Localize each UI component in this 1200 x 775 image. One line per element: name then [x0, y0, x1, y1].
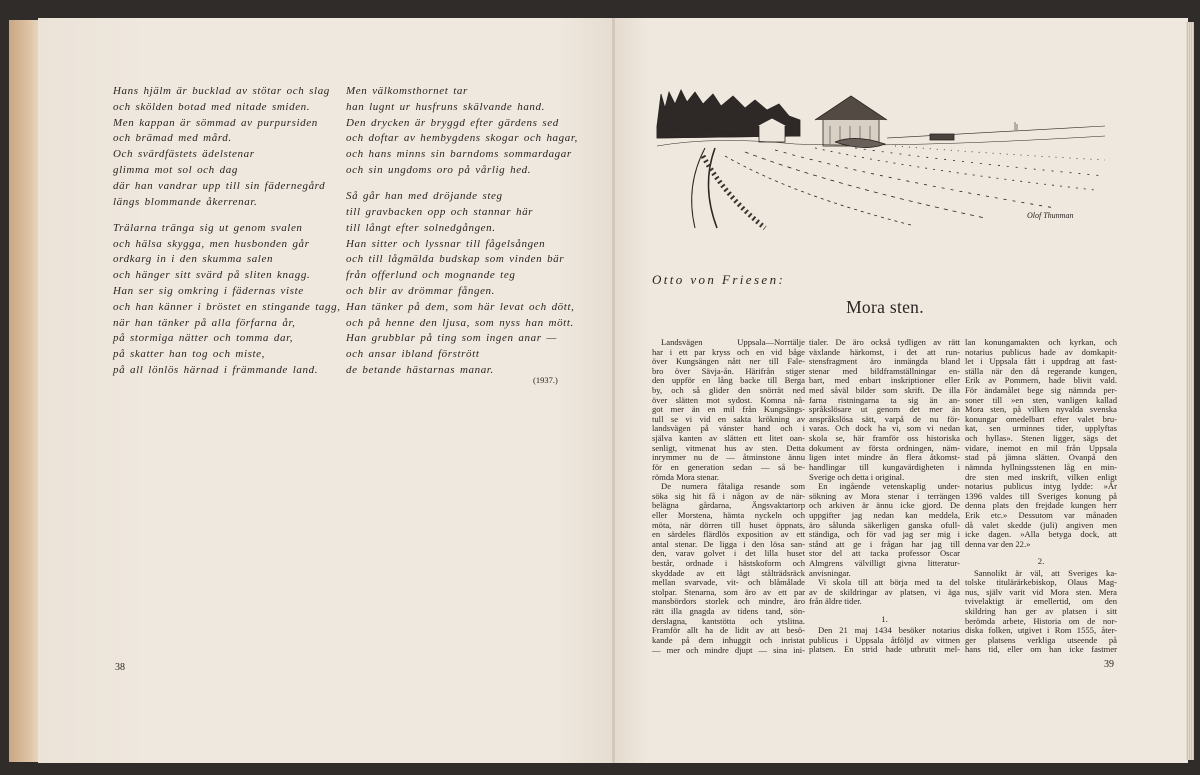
text-line: konungar omedelbart efter valet bru-	[965, 414, 1117, 424]
text-line: av de skildringar av platsen, vi äga	[809, 587, 960, 597]
text-line: 1396 valdes till Sveriges konung på	[965, 491, 1117, 501]
text-line: — mer och mindre djupt — sina ini-	[652, 645, 805, 655]
text-line: nämnda hyllningsstenen låg en min-	[965, 462, 1117, 472]
poem-line: och hans minns sin barndoms sommardagar	[346, 148, 572, 161]
page-number-left: 38	[115, 662, 125, 673]
text-line: växlande härkomst, i det att run-	[809, 347, 960, 357]
text-line: farna ristningarna ta sig än an-	[809, 395, 960, 405]
paragraph	[809, 482, 960, 578]
text-line: lan konungamakten och kyrkan, och	[965, 338, 1117, 347]
article-column-3	[965, 338, 1117, 655]
poem-line: på all lönlös härnad i främmande land.	[113, 364, 319, 377]
text-line: uppgifter jag nedan kan meddela,	[809, 510, 960, 520]
text-line: stolpar. Stenarna, som äro av ett par	[652, 587, 805, 597]
book-edge-left	[9, 20, 40, 762]
poem-line: och ansar ibland förstrött	[346, 348, 480, 361]
text-line: icke dagen. »Alla betyga dock, att	[965, 530, 1117, 540]
text-line: tolske titulärärkebiskop, Olaus Mag-	[965, 578, 1117, 588]
text-line: dokument av första ordningen, näm-	[809, 443, 960, 453]
poem-line: till gravbacken opp och stannar här	[346, 206, 534, 219]
paragraph	[965, 569, 1117, 655]
poem-line: längs blommande åkerrenar.	[113, 195, 258, 208]
text-line: De numera fåtaliga resande som	[661, 482, 805, 492]
text-line: med såväl bilder som skrift. De illa	[809, 386, 960, 396]
poem-stanza	[113, 221, 341, 379]
text-line: för en generation sedan — så be-	[652, 462, 805, 472]
text-line: berömda arbete, Historia om de nor-	[965, 616, 1117, 626]
article-title: Mora sten.	[846, 297, 924, 317]
text-line: bart, med enbart inskriptioner eller	[809, 376, 960, 386]
text-line: och hyllas». Stenen ligger, sägs det	[965, 434, 1117, 444]
paragraph	[809, 338, 960, 482]
text-line: en särdeles flärdlös exposition av ett	[652, 530, 805, 540]
text-line: En ingående vetenskaplig under-	[818, 482, 960, 492]
text-line: stad på jämna slätten. Ovanpå den	[965, 453, 1117, 463]
text-line: ständiga, och för vad jag ser mig i	[809, 530, 960, 540]
section-number: 1.	[881, 614, 888, 625]
text-line: publicus i Uppsala åtföljd av vittnen	[809, 635, 960, 645]
poem-line: Så går han med dröjande steg	[346, 190, 503, 203]
text-line: soner till »en sten, vanligen kallad	[965, 395, 1117, 405]
text-line: stensfragment äro inmängda bland	[809, 357, 960, 367]
text-line: antal stenar. De ligga i den lösa san-	[652, 539, 805, 549]
text-line: notarius publicus intyg lydde: »År	[965, 482, 1117, 492]
text-line: då valet skedde (juli) angiven men	[965, 520, 1117, 530]
text-line: Vi skola till att börja med ta del	[818, 578, 960, 588]
poem-column-1	[113, 84, 341, 389]
text-line: består, ordnade i hästskoform och	[652, 559, 805, 569]
text-line: Framför allt ha de lidit av att besö-	[652, 626, 805, 636]
text-line: tialer. De äro också tydligen av rätt	[809, 338, 960, 347]
text-line: äro sålunda säkerligen ganska ofull-	[809, 520, 960, 530]
book-edge-right	[1186, 22, 1194, 760]
paragraph	[965, 338, 1117, 549]
text-line: tull se vi vid en sakta krökning av	[652, 414, 805, 424]
text-line: möta, när dörren till huset öppnats,	[652, 520, 805, 530]
text-line: bro över Sävja-ån. Härifrån stiger	[652, 366, 805, 376]
poem-line: där han vandrar upp till sin fädernegård	[113, 179, 326, 192]
text-line: söka sig hit få i någon av de när-	[652, 491, 805, 501]
article-author: Otto von Friesen:	[652, 272, 786, 287]
book-spine	[612, 18, 615, 763]
poem-line: på skatter han tog och miste,	[113, 348, 265, 361]
text-line: skyddade av ett lågt stålträdsräck	[652, 568, 805, 578]
section-number: 2.	[1037, 556, 1045, 567]
poem-line: när han tänker på alla förfarna år,	[113, 316, 296, 329]
poem-line: och brämad med mård.	[113, 132, 232, 145]
poem-line: och sin ungdoms oro på vårlig hed.	[346, 163, 532, 176]
poem-line: Han grubblar på ting som ingen anar —	[346, 332, 557, 345]
landscape-illustration	[655, 86, 1109, 230]
poem-line: och blir av drömmar fången.	[346, 285, 495, 298]
text-line: eller Morstena, hämta nyckeln och	[652, 510, 805, 520]
text-line: Den 21 maj 1434 besöker notarius	[818, 626, 960, 636]
text-line: mellan svarvade, vit- och blåmålade	[652, 578, 805, 588]
text-line: rätt illa gnagda av tidens tand, sön-	[652, 607, 805, 617]
barn-roof	[815, 96, 887, 120]
poem-line: till långt efter solnedgången.	[346, 221, 496, 234]
poem-line: och hälsa skygga, men husbonden går	[113, 237, 310, 250]
text-line: stenar med bildframställningar en-	[809, 366, 960, 376]
text-line: den uppför en lång backe till Berga	[652, 376, 805, 386]
text-line: den, varav golvet i det lilla huset	[652, 549, 805, 559]
text-line: landsvägen på vänster hand och i	[652, 424, 805, 434]
text-line: kande på dem inhuggit och inristat	[652, 635, 805, 645]
text-line: över Kungsängen nått ner till Fale-	[652, 357, 805, 367]
text-line: belägna gårdarna, Ängsvaktartorp	[652, 501, 805, 511]
poem-stanza	[113, 84, 341, 210]
poem-line: från offerlund och mognande teg	[346, 269, 516, 282]
text-line: stånd att ge i frågan har jag till	[809, 539, 960, 549]
text-line: Erik etc.» Dessutom var månaden	[965, 510, 1117, 520]
text-line: by, och så glider den snörrät ned	[652, 386, 805, 396]
text-line: stor del att tacka professor Oscar	[809, 549, 960, 559]
text-line: hans tid, eller om han icke fastmer	[965, 645, 1117, 655]
text-line: Sverige och detta i original.	[809, 472, 905, 482]
text-line: sökning av Mora stenar i terrängen	[809, 491, 960, 501]
text-line: skola se, här framför oss historiska	[809, 434, 960, 444]
text-line: vidare, inemot en mil från Uppsala	[965, 443, 1117, 453]
poem-line: Trälarna tränga sig ut genom svalen	[113, 221, 303, 234]
poem-year: (1937.)	[533, 375, 558, 385]
text-line: ligen intet mindre än flera åtkomst-	[809, 453, 960, 463]
illustration-signature: Olof Thunman	[1027, 211, 1074, 220]
text-line: denna plats den frejdade kungen herr	[965, 501, 1117, 511]
poem-line: och på henne den ljusa, som nyss han mött.	[346, 316, 574, 329]
text-line: Sannolikt är väl, att Sveriges ka-	[974, 568, 1117, 578]
text-line: varas. Och dock ha vi, som vi nedan	[809, 424, 960, 434]
text-line: tvivelaktigt är emellertid, om den	[965, 597, 1117, 607]
text-line: har i ett par kryss och en vid båge	[652, 347, 805, 357]
text-line: let i Uppsala fått i uppdrag att fast-	[965, 357, 1117, 367]
text-line: notarius publicus hade av domkapit-	[965, 347, 1117, 357]
paragraph	[809, 626, 960, 655]
poem-column-2	[346, 84, 578, 389]
text-line: platsen. En strid hade utbrutit mel-	[809, 645, 960, 655]
text-line: denna var den 22.»	[965, 539, 1031, 549]
text-line: diska folken, utgivet i Rom 1555, åter-	[965, 626, 1117, 636]
text-line: mansbördors storlek och mindre, äro	[652, 597, 805, 607]
poem-line: Han ser sig omkring i fädernas viste	[113, 285, 304, 298]
text-line: anvisningar.	[809, 568, 851, 578]
text-line: senligt, vitmenat hus av sten. Detta	[652, 443, 805, 453]
poem-line: Han sitter och lyssnar till fågelsången	[346, 237, 546, 250]
text-line: dre sten med inskrift, vilken enligt	[965, 472, 1117, 482]
text-line: got mer än en mil från Kungsängs-	[652, 405, 805, 415]
small-house	[759, 124, 785, 142]
poem-line: och doftar av hembygdens skogar och hagar,	[346, 132, 578, 145]
text-line: från äldre tider.	[809, 597, 862, 607]
text-line: nus, själv varit vid Mora sten. Mera	[965, 587, 1117, 597]
text-line: och arkiven är ännu icke gjord. De	[809, 501, 960, 511]
poem-line: Hans hjälm är bucklad av stötar och slag	[113, 85, 330, 97]
poem-line: Den drycken är bryggd efter gärdens sed	[346, 116, 559, 129]
text-line: ställa när den då regerande kungen,	[965, 366, 1117, 376]
text-line: Almgrens välvilligt givna litteratur-	[809, 559, 960, 569]
text-line: inrymmer nu de — åtminstone ännu	[652, 453, 805, 463]
poem-stanza	[346, 84, 578, 179]
poem-line: Men välkomsthornet tar	[346, 85, 468, 97]
paragraph	[652, 338, 805, 482]
poem-line: och han känner i bröstet en stingande tagg,	[113, 300, 341, 313]
poem-line: och hänger sitt svärd på sliten knagg.	[113, 269, 311, 282]
text-line: Mora sten, på vilken nyvalda svenska	[965, 405, 1117, 415]
poem-line: och till lågmälda budskap som vinden bär	[346, 253, 565, 266]
paragraph	[652, 482, 805, 655]
article-column-1	[652, 338, 805, 655]
text-line: över slätten mot sydost. Komna nå-	[652, 395, 805, 405]
text-line: handlingar till kungavärdigheten i	[809, 462, 960, 472]
poem-line: Men kappan är sömmad av purpursiden	[113, 116, 318, 129]
poem-line: de betande hästarnas manar.	[346, 364, 494, 377]
poem-line: Han tänker på dem, som här levat och dött,	[346, 300, 575, 313]
text-line: ger platsens verkliga utseende på	[965, 635, 1117, 645]
article-column-2	[809, 338, 960, 655]
poem-stanza	[346, 189, 578, 379]
poem-line: glimma mot sol och dag	[113, 163, 238, 176]
text-line: Erik av Pommern, hade blivit vald.	[965, 376, 1117, 386]
text-line: römda Mora stenar.	[652, 472, 720, 482]
page-number-right: 39	[1104, 659, 1114, 670]
text-line: anspråkslösa sätt, varpå de nu för-	[809, 414, 960, 424]
poem-line: och skölden botad med nitade smiden.	[113, 100, 311, 113]
poem-line: ordkarg in i den skumma salen	[113, 253, 274, 266]
poem-line: på stormiga nätter och tomma dar,	[113, 332, 294, 345]
text-line: derslagna, kantstötta och ytslitna.	[652, 616, 805, 626]
paragraph	[809, 578, 960, 607]
text-line: kat, sen urminnes tider, upplyftas	[965, 424, 1117, 434]
text-line: språkslösare ut genom det mer än	[809, 405, 960, 415]
text-line: Landsvägen Uppsala—Norrtälje	[661, 338, 805, 347]
text-line: För ändamålet bege sig nämnda per-	[965, 386, 1117, 396]
text-line: själva kanten av slätten ett litet oan-	[652, 434, 805, 444]
poem-line: han lugnt ur husfruns skälvande hand.	[346, 100, 545, 113]
poem-line: Och svärdfästets ädelstenar	[113, 148, 255, 161]
text-line: skildring han ger av platsen i sitt	[965, 607, 1117, 617]
